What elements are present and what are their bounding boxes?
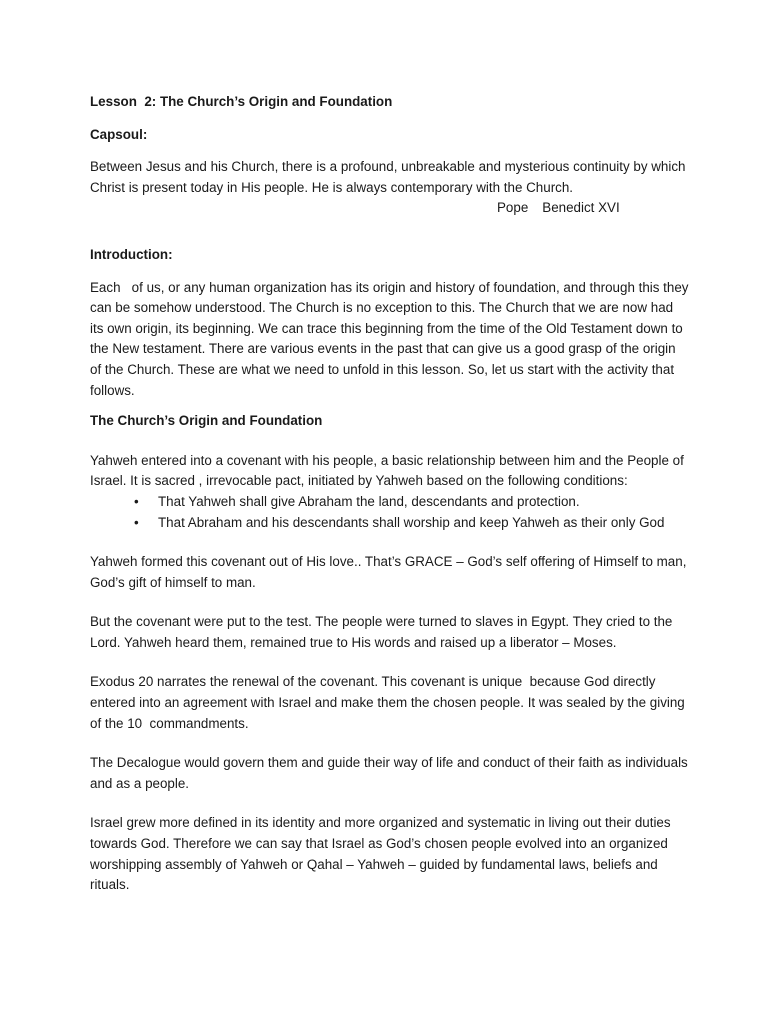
list-item [134, 492, 690, 513]
lesson-title: Lesson 2: The Church’s Origin and Foundation [90, 94, 393, 109]
paragraph-test: But the covenant were put to the test. The people were turned to slaves in Egypt. They cried to the Lord. Yahweh heard them, remained true to His words and raised up a liberator – Moses. [90, 614, 673, 650]
paragraph-grace: Yahweh formed this covenant out of His love.. That’s GRACE – God’s self offering of Himself to man, God’s gift of himself to man. [90, 554, 687, 590]
capsoul-quote: Between Jesus and his Church, there is a profound, unbreakable and mysterious continuity by which Christ is present today in His people. He is always contemporary with the Church. [90, 159, 686, 195]
document-page [90, 92, 693, 915]
covenant-intro: Yahweh entered into a covenant with his people, a basic relationship between him and the People of Israel. It is sacred , irrevocable pact, initiated by Yahweh based on the following conditions: [90, 452, 684, 489]
conditions-list [90, 492, 690, 533]
section-heading: The Church’s Origin and Foundation [90, 413, 323, 429]
bullet-icon: • [134, 493, 139, 509]
list-item [134, 513, 690, 534]
capsoul-label: Capsoul: [90, 126, 148, 142]
quote-author-name: Benedict XVI [542, 200, 620, 216]
paragraph-israel: Israel grew more defined in its identity and more organized and systematic in living out their duties towards God. Therefore we can say that Israel as God’s chosen people evolved into an organized worshipping assembly of Yahweh or Qahal – Yahweh – guided by fundamental laws, beliefs and rituals. [90, 815, 671, 893]
paragraph-exodus: Exodus 20 narrates the renewal of the covenant. This covenant is unique because God directly entered into an agreement with Israel and make them the chosen people. It was sealed by the giving of the 10 commandments. [90, 674, 689, 731]
bullet-icon: • [134, 514, 139, 530]
introduction-text: Each of us, or any human organization has its origin and history of foundation, and through this they can be somehow understood. The Church is no exception to this. The Church that we are now had its own origin, its beginning. We can trace this beginning from the time of the Old Testament down to the New testament. There are various events in the past that can give us a good grasp of the origin of the Church. These are what we need to unfold in this lesson. So, let us start with the activity that follows. [90, 279, 693, 398]
condition-text: That Yahweh shall give Abraham the land, descendants and protection. [158, 493, 580, 509]
paragraph-decalogue: The Decalogue would govern them and guide their way of life and conduct of their faith as individuals and as a people. [90, 755, 688, 791]
condition-text: That Abraham and his descendants shall worship and keep Yahweh as their only God [158, 514, 665, 530]
introduction-label: Introduction: [90, 246, 173, 262]
quote-author-title: Pope [497, 200, 529, 216]
quote-attribution [90, 198, 690, 219]
